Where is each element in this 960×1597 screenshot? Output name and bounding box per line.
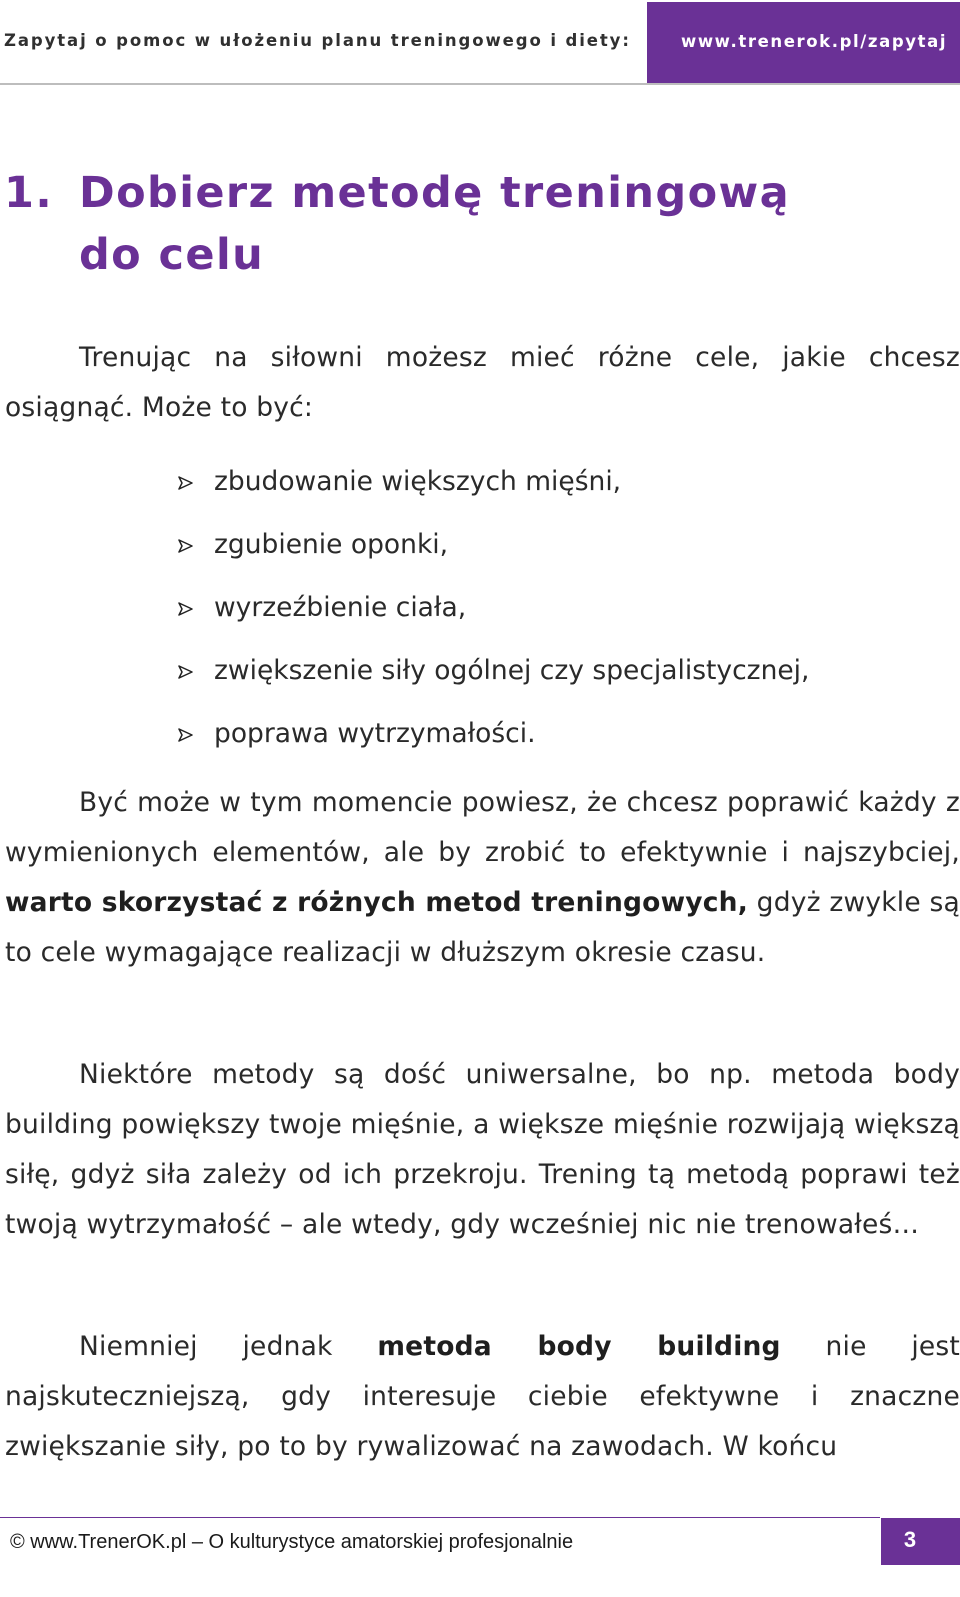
arrow-bullet-icon	[178, 602, 194, 616]
goal-text: poprawa wytrzymałości.	[214, 718, 536, 749]
header-divider	[0, 83, 960, 85]
list-item	[178, 651, 809, 714]
paragraph-universal-text: Niektóre metody są dość uniwersalne, bo np. metoda body building powiększy twoje mięśnie, a większe mięśnie rozwijają większą siłę, gdyż siła zależy od ich przekroju. Trening tą metodą poprawi też twoją wytrzymałość – ale wtedy, gdy wcześniej nic nie trenowałeś…	[5, 1059, 960, 1240]
paragraph-methods-tail: gdyż zwykle są to cele wymagające realizacji w dłuższym okresie czasu.	[5, 887, 960, 968]
header-url-box[interactable]	[647, 2, 960, 84]
goal-text: zgubienie oponki,	[214, 529, 449, 560]
paragraph-bodybuilding-emphasis: metoda body building	[377, 1331, 781, 1362]
paragraph-methods-text: Być może w tym momencie powiesz, że chcesz poprawić każdy z wymienionych elementów, ale by zrobić to efektywnie i najszybciej,	[5, 787, 960, 868]
paragraph-methods-emphasis: warto skorzystać z różnych metod treningowych,	[5, 887, 748, 918]
header-url-link[interactable]: www.trenerok.pl/zapytaj	[681, 32, 948, 51]
footer-copyright: © www.TrenerOK.pl – O kulturystyce amatorskiej profesjonalnie	[10, 1531, 574, 1553]
page-header	[0, 0, 960, 84]
goal-text: wyrzeźbienie ciała,	[214, 592, 467, 623]
paragraph-bodybuilding	[5, 1322, 960, 1472]
intro-paragraph	[5, 333, 960, 433]
page-number-box	[881, 1518, 960, 1565]
header-tagline: Zapytaj o pomoc w ułożeniu planu treningowego i diety:	[4, 31, 631, 50]
list-item	[178, 462, 809, 525]
section-title-line2: do celu	[79, 230, 265, 280]
paragraph-methods	[5, 778, 960, 978]
goals-list	[178, 462, 809, 777]
paragraph-bodybuilding-text: Niemniej jednak	[79, 1331, 333, 1362]
arrow-bullet-icon	[178, 539, 194, 553]
goal-text: zbudowanie większych mięśni,	[214, 466, 622, 497]
paragraph-universal	[5, 1050, 960, 1250]
section-number: 1.	[4, 168, 54, 218]
arrow-bullet-icon	[178, 476, 194, 490]
arrow-bullet-icon	[178, 728, 194, 742]
footer-divider	[0, 1517, 880, 1518]
intro-text: Trenując na siłowni możesz mieć różne cele, jakie chcesz osiągnąć. Może to być:	[5, 342, 960, 423]
arrow-bullet-icon	[178, 665, 194, 679]
list-item	[178, 588, 809, 651]
goal-text: zwiększenie siły ogólnej czy specjalistycznej,	[214, 655, 810, 686]
paragraph-bodybuilding-tail: nie jest najskuteczniejszą, gdy interesuje ciebie efektywne i znaczne zwiększanie siły, po to by rywalizować na zawodach. W końcu	[5, 1331, 960, 1462]
list-item	[178, 525, 809, 588]
section-title-line1: Dobierz metodę treningową	[79, 168, 791, 218]
section-heading	[4, 162, 904, 286]
page-number: 3	[903, 1527, 917, 1552]
list-item	[178, 714, 809, 777]
